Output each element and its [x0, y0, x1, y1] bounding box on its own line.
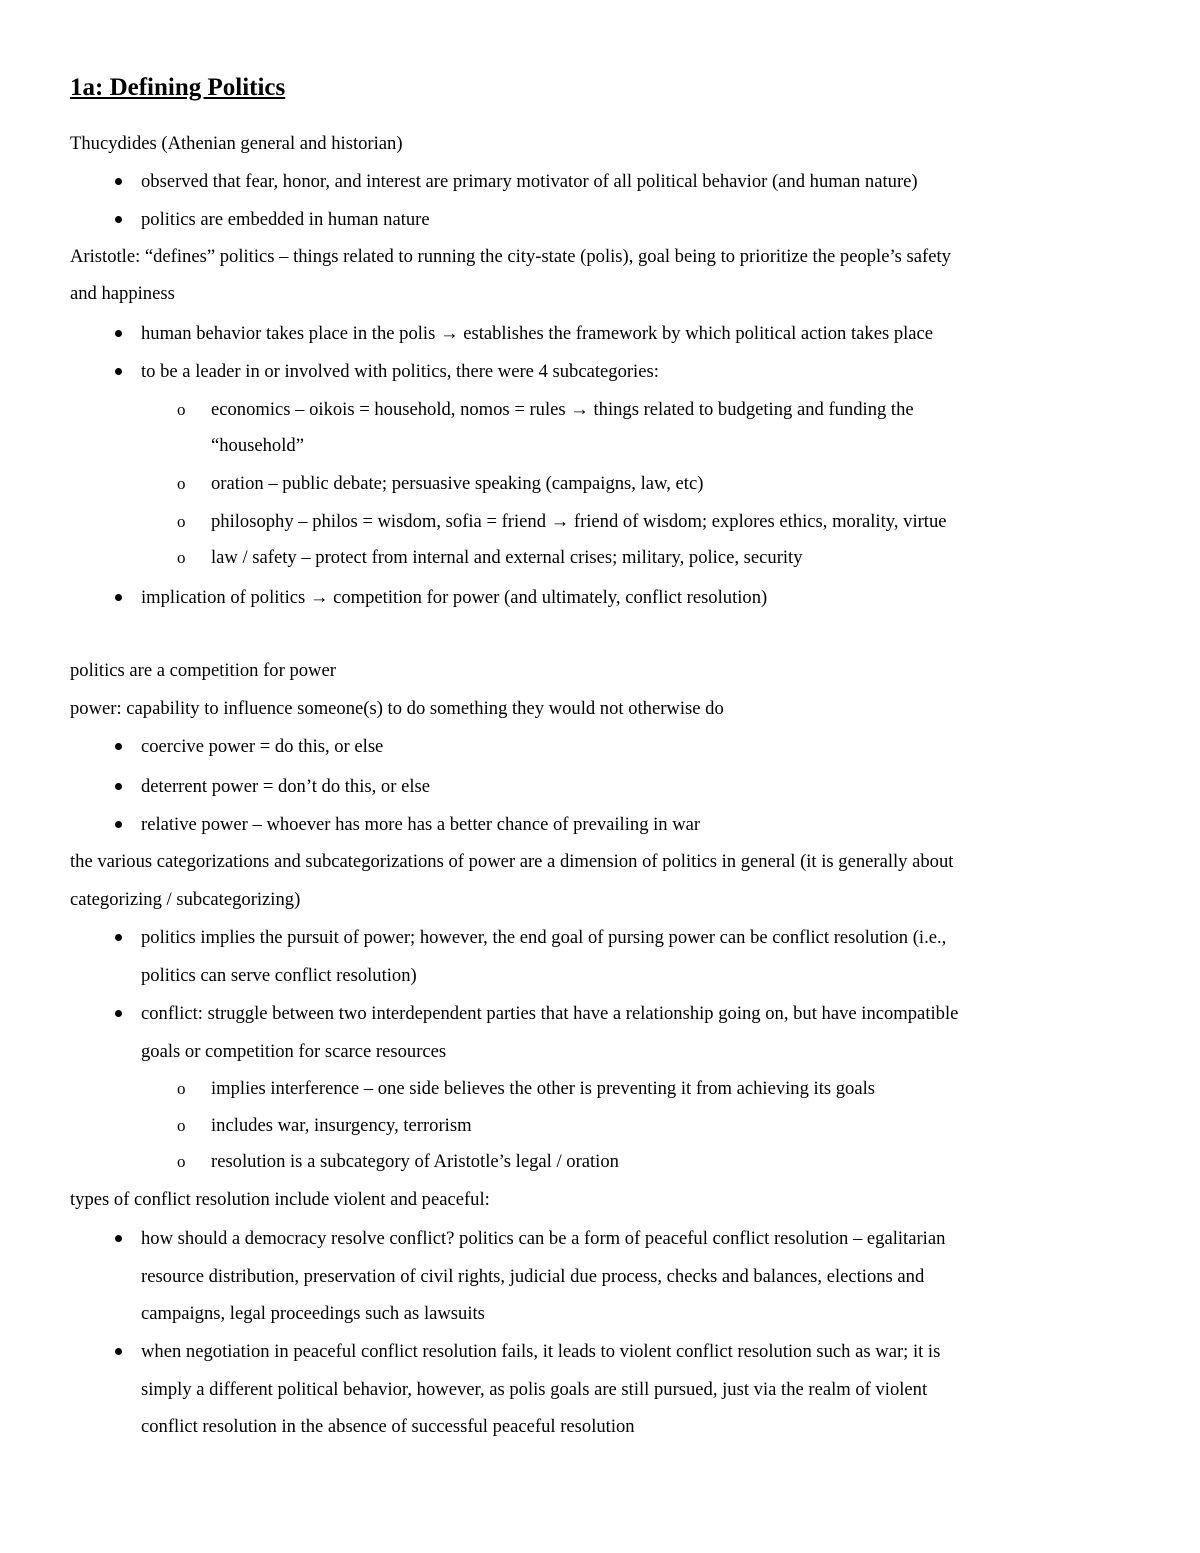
text-line: Thucydides (Athenian general and historian) [70, 133, 403, 154]
list-item: coercive power = do this, or else [141, 736, 384, 757]
sub-list-item: includes war, insurgency, terrorism [211, 1115, 472, 1136]
bullet-icon [115, 743, 122, 750]
text-line: Aristotle: “defines” politics – things related to running the city-state (polis), goal being to prioritize the people’s safety [70, 246, 951, 267]
list-item: politics are embedded in human nature [141, 209, 430, 230]
bullet-icon [115, 1010, 122, 1017]
bullet-icon [115, 216, 122, 223]
sub-bullet-icon: o [177, 400, 186, 419]
bullet-icon [115, 330, 122, 337]
sub-bullet-icon: o [177, 512, 186, 531]
text-line: politics are a competition for power [70, 660, 336, 681]
bullet-icon [115, 594, 122, 601]
list-item: implication of politics → competition for power (and ultimately, conflict resolution) [141, 587, 768, 608]
text-line: the various categorizations and subcategorizations of power are a dimension of politics in general (it is generally about [70, 851, 954, 872]
list-item-continuation: simply a different political behavior, however, as polis goals are still pursued, just via the realm of violent [141, 1379, 928, 1400]
bullet-icon [115, 934, 122, 941]
list-item: when negotiation in peaceful conflict resolution fails, it leads to violent conflict resolution such as war; it is [141, 1341, 941, 1362]
sub-list-item: oration – public debate; persuasive speaking (campaigns, law, etc) [211, 473, 704, 494]
list-item-continuation: politics can serve conflict resolution) [141, 965, 417, 986]
bullet-icon [115, 821, 122, 828]
list-item: to be a leader in or involved with politics, there were 4 subcategories: [141, 361, 659, 382]
bullet-icon [115, 178, 122, 185]
list-item: human behavior takes place in the polis → establishes the framework by which political action takes place [141, 323, 934, 344]
list-item: how should a democracy resolve conflict? politics can be a form of peaceful conflict resolution – egalitarian [141, 1228, 946, 1249]
bullet-icon [115, 1348, 122, 1355]
bullet-icon [115, 1235, 122, 1242]
text-line: power: capability to influence someone(s) to do something they would not otherwise do [70, 698, 724, 719]
text-line: types of conflict resolution include violent and peaceful: [70, 1189, 490, 1210]
sub-bullet-icon: o [177, 1116, 186, 1135]
list-item: deterrent power = don’t do this, or else [141, 776, 430, 797]
sub-list-item-continuation: “household” [211, 435, 304, 456]
text-line: categorizing / subcategorizing) [70, 889, 301, 910]
list-item-continuation: goals or competition for scarce resources [141, 1041, 447, 1062]
list-item: relative power – whoever has more has a better chance of prevailing in war [141, 814, 701, 835]
bullet-icon [115, 783, 122, 790]
sub-bullet-icon: o [177, 1079, 186, 1098]
sub-list-item: law / safety – protect from internal and external crises; military, police, security [211, 547, 803, 568]
sub-list-item: resolution is a subcategory of Aristotle’s legal / oration [211, 1151, 619, 1172]
page-title: 1a: Defining Politics [70, 74, 286, 101]
list-item: politics implies the pursuit of power; however, the end goal of pursing power can be conflict resolution (i.e., [141, 927, 947, 948]
list-item-continuation: resource distribution, preservation of civil rights, judicial due process, checks and balances, elections and [141, 1266, 925, 1287]
sub-bullet-icon: o [177, 1152, 186, 1171]
list-item: conflict: struggle between two interdependent parties that have a relationship going on, but have incompatible [141, 1003, 959, 1024]
list-item-continuation: campaigns, legal proceedings such as lawsuits [141, 1303, 485, 1324]
sub-bullet-icon: o [177, 548, 186, 567]
sub-list-item: economics – oikois = household, nomos = rules → things related to budgeting and funding the [211, 399, 914, 420]
text-line: and happiness [70, 283, 175, 304]
sub-bullet-icon: o [177, 474, 186, 493]
list-item-continuation: conflict resolution in the absence of successful peaceful resolution [141, 1416, 635, 1437]
bullet-icon [115, 368, 122, 375]
sub-list-item: philosophy – philos = wisdom, sofia = friend → friend of wisdom; explores ethics, morality, virtue [211, 511, 947, 532]
sub-list-item: implies interference – one side believes the other is preventing it from achieving its goals [211, 1078, 876, 1099]
list-item: observed that fear, honor, and interest are primary motivator of all political behavior (and human nature) [141, 171, 918, 192]
